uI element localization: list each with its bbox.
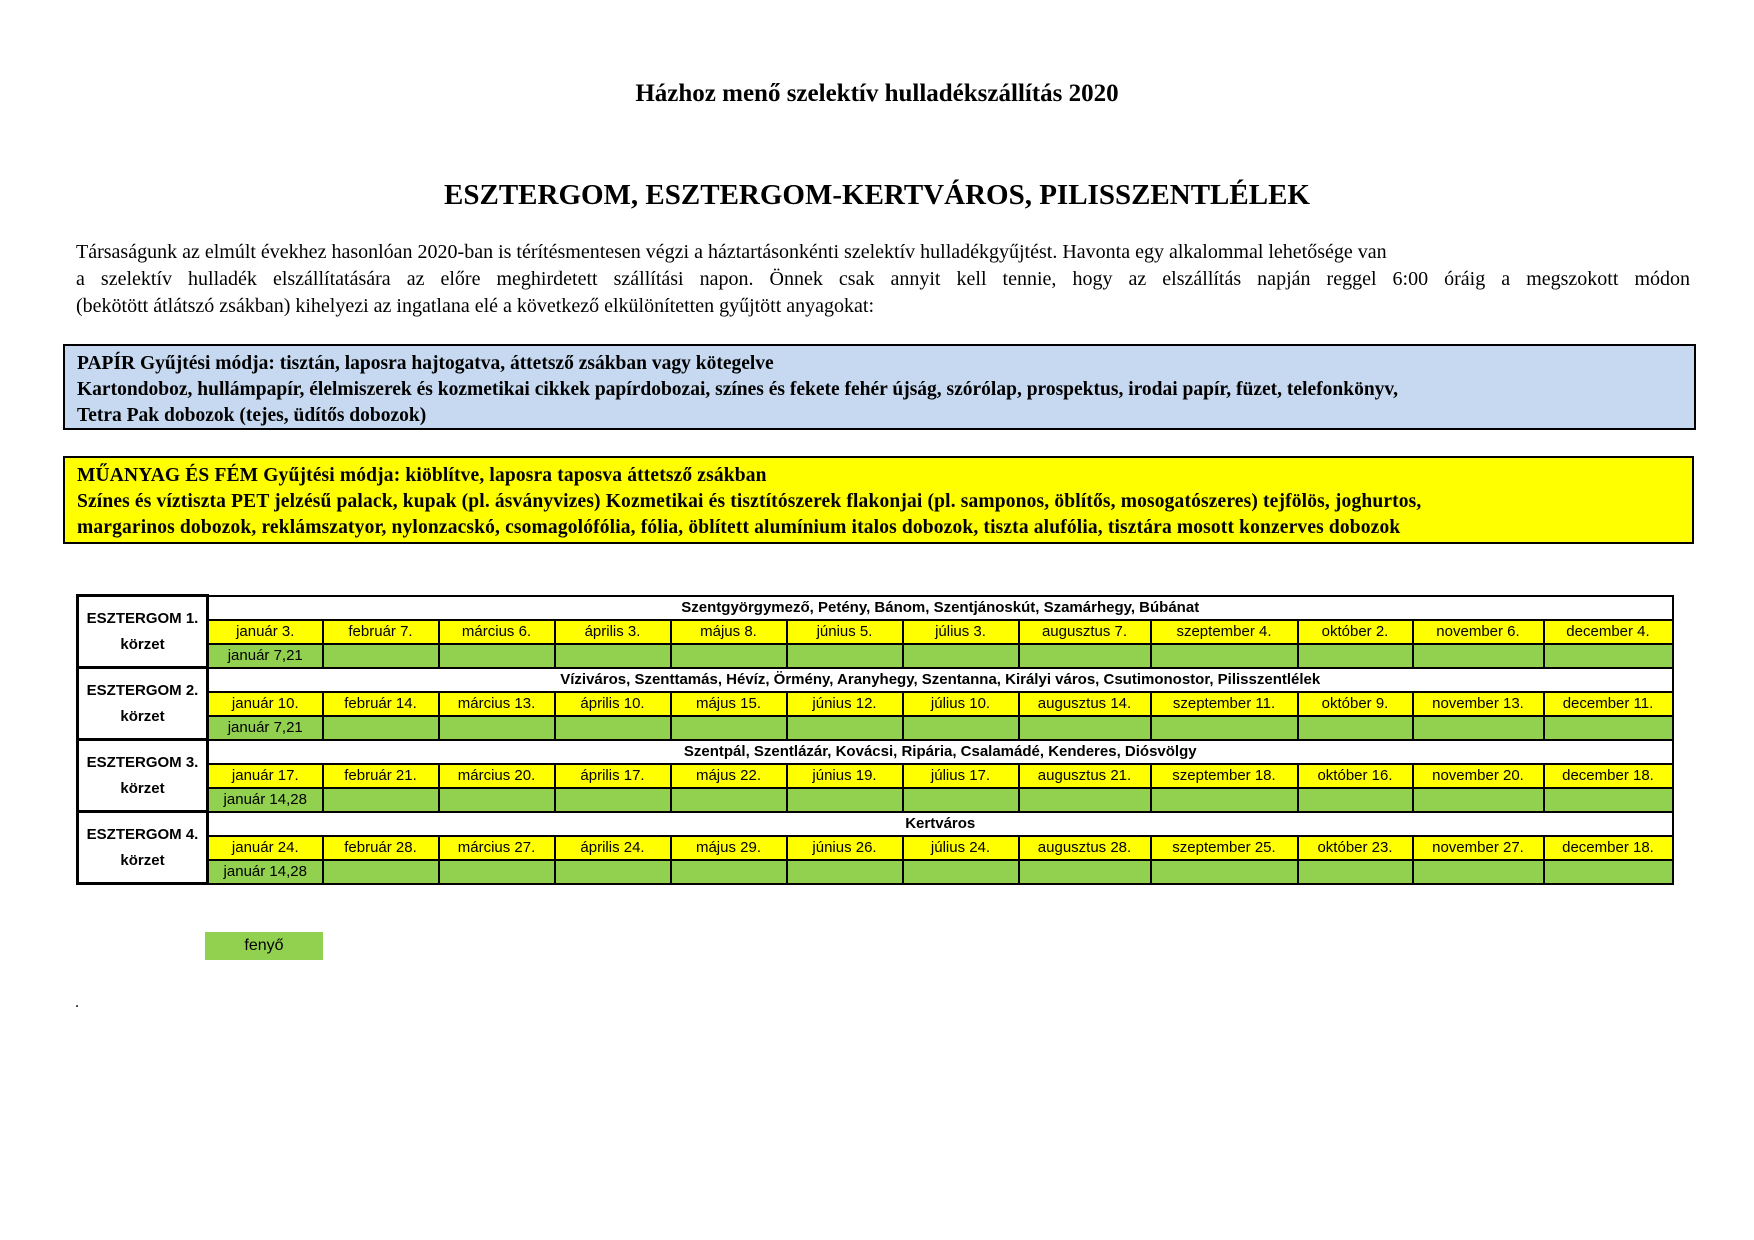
district-streets-row — [78, 740, 1673, 764]
collection-date-cell: november 13. — [1413, 692, 1544, 716]
district-green-row — [78, 716, 1673, 740]
district-streets-row — [78, 596, 1673, 620]
collection-date-cell: december 4. — [1544, 620, 1673, 644]
collection-date-cell: november 20. — [1413, 764, 1544, 788]
collection-date-cell: november 27. — [1413, 836, 1544, 860]
green-empty-cell — [439, 860, 555, 884]
district-name-line-1: ESZTERGOM 2. — [86, 681, 199, 699]
collection-date-cell: január 10. — [208, 692, 323, 716]
green-date-cell: január 7,21 — [208, 644, 323, 668]
district-streets: Szentpál, Szentlázár, Kovácsi, Ripária, Csalamádé, Kenderes, Diósvölgy — [208, 740, 1673, 764]
collection-date-cell: május 29. — [671, 836, 787, 860]
schedule-body — [78, 596, 1673, 884]
green-empty-cell — [787, 716, 903, 740]
intro-line-3: (bekötött átlátszó zsákban) kihelyezi az ingatlana elé a következő elkülönítetten gyűjtött anyagokat: — [76, 295, 875, 317]
green-empty-cell — [671, 716, 787, 740]
collection-date-cell: április 24. — [555, 836, 671, 860]
district-name — [78, 596, 208, 668]
green-empty-cell — [439, 644, 555, 668]
district-name-line-2: körzet — [120, 707, 165, 725]
green-empty-cell — [1413, 788, 1544, 812]
collection-date-cell: február 14. — [323, 692, 439, 716]
plastic-collection-method: MŰANYAG ÉS FÉM Gyűjtési módja: kiöblítve, laposra taposva áttetsző zsákban — [77, 465, 767, 486]
green-empty-cell — [1413, 716, 1544, 740]
green-empty-cell — [323, 716, 439, 740]
green-empty-cell — [555, 716, 671, 740]
plastic-items-line-2: margarinos dobozok, reklámszatyor, nylonzacskó, csomagolófólia, fólia, öblített alumínium italos dobozok, tiszta alufólia, tisztára mosott konzerves dobozok — [77, 517, 1401, 538]
green-empty-cell — [671, 644, 787, 668]
green-empty-cell — [903, 860, 1019, 884]
green-empty-cell — [787, 644, 903, 668]
district-name-line-2: körzet — [120, 635, 165, 653]
intro-line-1: Társaságunk az elmúlt évekhez hasonlóan 2020-ban is térítésmentesen végzi a háztartásonkénti szelektív hulladékgyűjtést. Havonta egy alkalommal lehetősége van — [76, 241, 1387, 263]
collection-date-cell: február 28. — [323, 836, 439, 860]
district-name-line-2: körzet — [120, 851, 165, 869]
district-streets-row — [78, 668, 1673, 692]
district-name-line-1: ESZTERGOM 1. — [86, 609, 199, 627]
collection-date-cell: február 21. — [323, 764, 439, 788]
district-dates-row — [78, 836, 1673, 860]
district-name-line-1: ESZTERGOM 4. — [86, 825, 199, 843]
green-empty-cell — [1413, 860, 1544, 884]
green-empty-cell — [1151, 788, 1298, 812]
district-green-row — [78, 788, 1673, 812]
paper-collection-method: PAPÍR Gyűjtési módja: tisztán, laposra hajtogatva, áttetsző zsákban vagy kötegelve — [77, 353, 774, 374]
green-empty-cell — [1019, 788, 1151, 812]
district-name-line-1: ESZTERGOM 3. — [86, 753, 199, 771]
plastic-items-line-1: Színes és víztiszta PET jelzésű palack, kupak (pl. ásványvizes) Kozmetikai és tisztítószerek flakonjai (pl. samponos, öblítős, mosogatószeres) tejfölös, joghurtos, — [77, 491, 1422, 512]
green-empty-cell — [1298, 644, 1413, 668]
collection-date-cell: augusztus 28. — [1019, 836, 1151, 860]
green-empty-cell — [671, 788, 787, 812]
intro-line-2: a szelektív hulladék elszállítatására az előre meghirdetett szállítási napon. Önnek csak annyit kell tennie, hogy az elszállítás napján reggel 6:00 óráig a megszokott módon — [76, 268, 1690, 290]
paper-items-line-2: Tetra Pak dobozok (tejes, üdítős dobozok) — [77, 405, 427, 426]
collection-date-cell: október 2. — [1298, 620, 1413, 644]
green-empty-cell — [555, 788, 671, 812]
plastic-metal-info-box — [63, 456, 1694, 544]
district-streets: Kertváros — [208, 812, 1673, 836]
collection-date-cell: január 24. — [208, 836, 323, 860]
collection-date-cell: január 17. — [208, 764, 323, 788]
green-empty-cell — [1544, 716, 1673, 740]
page-subtitle: ESZTERGOM, ESZTERGOM-KERTVÁROS, PILISSZENTLÉLEK — [444, 179, 1310, 211]
district-name-line-2: körzet — [120, 779, 165, 797]
collection-date-cell: szeptember 25. — [1151, 836, 1298, 860]
collection-date-cell: április 17. — [555, 764, 671, 788]
collection-date-cell: május 15. — [671, 692, 787, 716]
collection-date-cell: március 27. — [439, 836, 555, 860]
collection-date-cell: december 18. — [1544, 764, 1673, 788]
green-empty-cell — [1413, 644, 1544, 668]
green-empty-cell — [1151, 644, 1298, 668]
collection-date-cell: január 3. — [208, 620, 323, 644]
collection-date-cell: szeptember 4. — [1151, 620, 1298, 644]
district-dates-row — [78, 692, 1673, 716]
district-dates-row — [78, 764, 1673, 788]
collection-date-cell: június 19. — [787, 764, 903, 788]
collection-date-cell: november 6. — [1413, 620, 1544, 644]
collection-date-cell: augusztus 21. — [1019, 764, 1151, 788]
green-empty-cell — [1298, 788, 1413, 812]
green-empty-cell — [439, 716, 555, 740]
collection-date-cell: június 12. — [787, 692, 903, 716]
paper-info-box — [63, 344, 1696, 430]
district-streets-row — [78, 812, 1673, 836]
green-empty-cell — [787, 788, 903, 812]
collection-date-cell: október 9. — [1298, 692, 1413, 716]
footer-mark: . — [75, 994, 79, 1011]
green-empty-cell — [323, 644, 439, 668]
collection-date-cell: július 17. — [903, 764, 1019, 788]
collection-date-cell: március 13. — [439, 692, 555, 716]
collection-date-cell: május 8. — [671, 620, 787, 644]
collection-date-cell: szeptember 11. — [1151, 692, 1298, 716]
collection-date-cell: augusztus 7. — [1019, 620, 1151, 644]
green-empty-cell — [555, 644, 671, 668]
green-empty-cell — [1151, 860, 1298, 884]
district-name — [78, 812, 208, 884]
green-empty-cell — [903, 788, 1019, 812]
district-name — [78, 668, 208, 740]
green-date-cell: január 14,28 — [208, 788, 323, 812]
collection-date-cell: június 26. — [787, 836, 903, 860]
green-empty-cell — [439, 788, 555, 812]
collection-date-cell: július 10. — [903, 692, 1019, 716]
green-date-cell: január 14,28 — [208, 860, 323, 884]
legend-fenyo: fenyő — [205, 932, 323, 960]
district-green-row — [78, 644, 1673, 668]
page-title: Házhoz menő szelektív hulladékszállítás 2020 — [635, 80, 1119, 107]
green-date-cell: január 7,21 — [208, 716, 323, 740]
green-empty-cell — [1298, 716, 1413, 740]
green-empty-cell — [555, 860, 671, 884]
intro-text — [76, 239, 1690, 320]
district-dates-row — [78, 620, 1673, 644]
collection-date-cell: december 11. — [1544, 692, 1673, 716]
green-empty-cell — [787, 860, 903, 884]
collection-date-cell: február 7. — [323, 620, 439, 644]
collection-date-cell: október 23. — [1298, 836, 1413, 860]
green-empty-cell — [1544, 788, 1673, 812]
collection-date-cell: augusztus 14. — [1019, 692, 1151, 716]
collection-date-cell: március 6. — [439, 620, 555, 644]
collection-date-cell: április 10. — [555, 692, 671, 716]
district-green-row — [78, 860, 1673, 884]
paper-items-line-1: Kartondoboz, hullámpapír, élelmiszerek és kozmetikai cikkek papírdobozai, színes és fekete fehér újság, szórólap, prospektus, irodai papír, füzet, telefonkönyv, — [77, 379, 1398, 400]
collection-date-cell: június 5. — [787, 620, 903, 644]
collection-date-cell: május 22. — [671, 764, 787, 788]
collection-date-cell: július 24. — [903, 836, 1019, 860]
green-empty-cell — [903, 644, 1019, 668]
collection-date-cell: április 3. — [555, 620, 671, 644]
collection-date-cell: szeptember 18. — [1151, 764, 1298, 788]
green-empty-cell — [903, 716, 1019, 740]
green-empty-cell — [1544, 644, 1673, 668]
collection-date-cell: március 20. — [439, 764, 555, 788]
collection-date-cell: december 18. — [1544, 836, 1673, 860]
district-streets: Szentgyörgymező, Petény, Bánom, Szentjánoskút, Szamárhegy, Búbánat — [208, 596, 1673, 620]
green-empty-cell — [1019, 716, 1151, 740]
collection-date-cell: október 16. — [1298, 764, 1413, 788]
green-empty-cell — [323, 860, 439, 884]
green-empty-cell — [1298, 860, 1413, 884]
green-empty-cell — [323, 788, 439, 812]
collection-schedule-table — [76, 594, 1674, 885]
green-empty-cell — [1019, 644, 1151, 668]
green-empty-cell — [1544, 860, 1673, 884]
district-name — [78, 740, 208, 812]
green-empty-cell — [1151, 716, 1298, 740]
green-empty-cell — [671, 860, 787, 884]
district-streets: Víziváros, Szenttamás, Hévíz, Örmény, Aranyhegy, Szentanna, Királyi város, Csutimonostor, Pilisszentlélek — [208, 668, 1673, 692]
green-empty-cell — [1019, 860, 1151, 884]
collection-date-cell: július 3. — [903, 620, 1019, 644]
